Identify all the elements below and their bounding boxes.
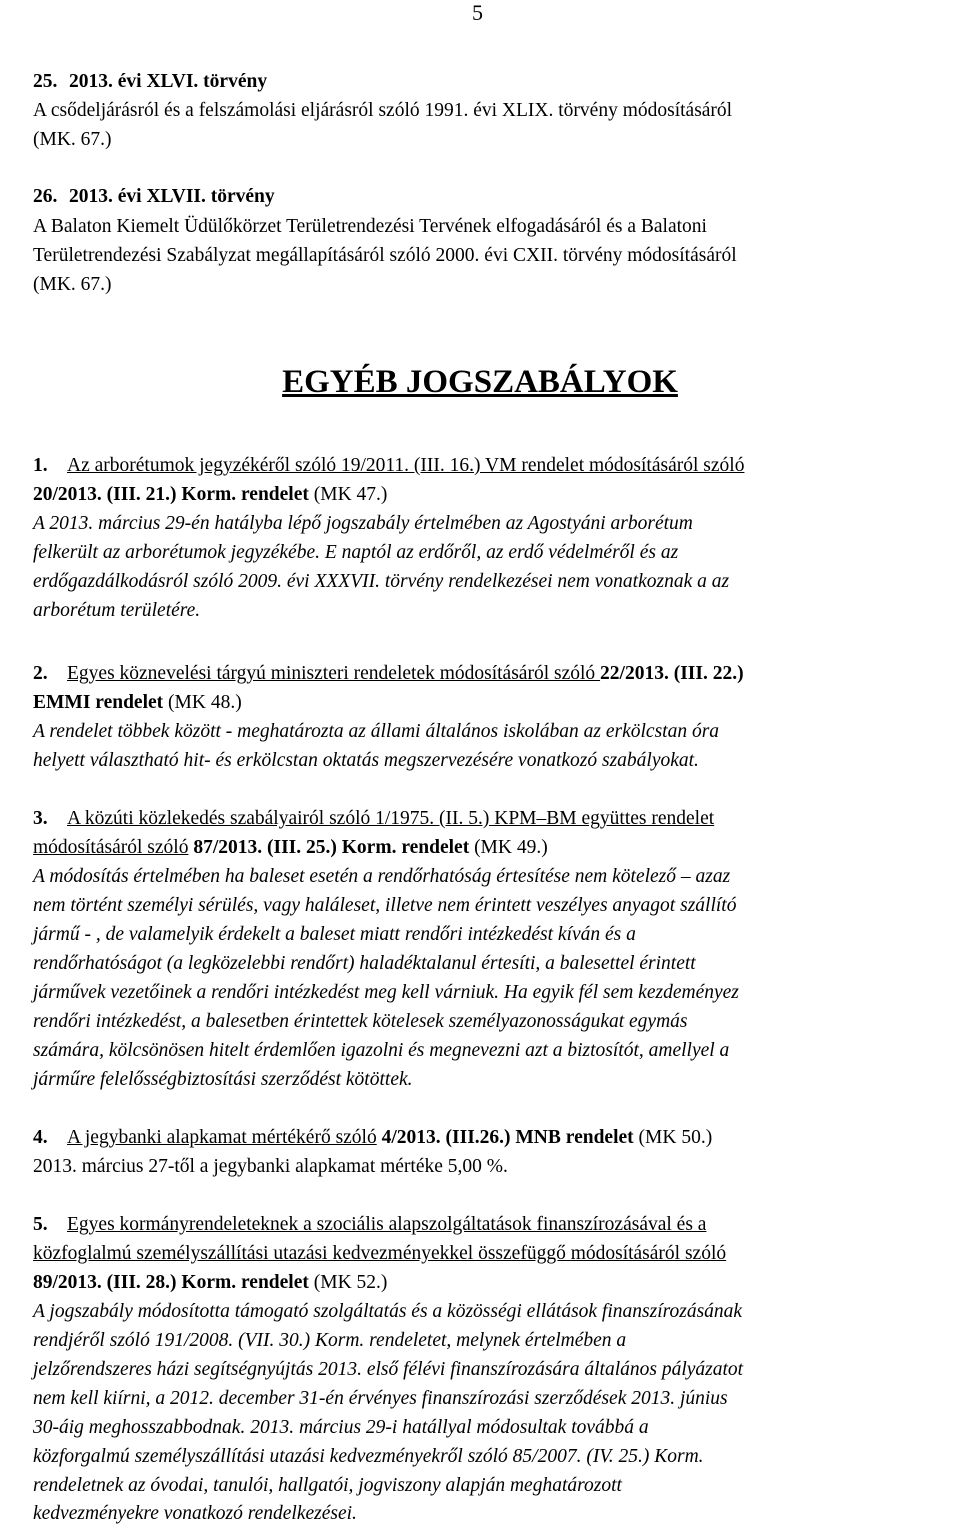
item-4-link[interactable]: A jegybanki alapkamat mértékérő szóló xyxy=(67,1127,377,1148)
item-1-body-3: erdőgazdálkodásról szóló 2009. évi XXXVII. törvény rendelkezései nem vonatkoznak a az xyxy=(33,571,730,592)
item-3-body-1: A módosítás értelmében ha baleset esetén a rendőrhatóság értesítése nem kötelező – azaz xyxy=(33,866,731,887)
item-3-body-8: járműre felelősségbiztosítási szerződést kötöttek. xyxy=(33,1069,413,1090)
section-heading: EGYÉB JOGSZABÁLYOK xyxy=(282,364,678,400)
item-5-body-4: nem kell kiírni, a 2012. december 31-én érvényes finanszírozási szerződések 2013. június xyxy=(33,1388,728,1409)
item-3-body-2: nem történt személyi sérülés, vagy haláleset, illetve nem érintett veszélyes anyagot szállító xyxy=(33,895,737,916)
page-number: 5 xyxy=(472,0,483,25)
item-3-link-2[interactable]: módosításáról szóló xyxy=(33,837,189,858)
law-26-title: 26. 2013. évi XLVII. törvény xyxy=(33,186,275,207)
item-3-body-5: járművek vezetőinek a rendőri intézkedést meg kell várniuk. Ha egyik fél sem kezdeményez xyxy=(33,982,739,1003)
item-4-body-1: 2013. március 27-től a jegybanki alapkamat mértéke 5,00 %. xyxy=(33,1156,508,1177)
item-1-body-4: arborétum területére. xyxy=(33,600,201,621)
item-1-body-2: felkerült az arborétumok jegyzékébe. E naptól az erdőről, az erdő védelméről és az xyxy=(33,542,679,563)
item-3-body-3: jármű - , de valamelyik érdekelt a baleset miatt rendőri intézkedést kíván és a xyxy=(33,924,636,945)
item-3-body-4: rendőrhatóságot (a legközelebbi rendőrt) haladéktalanul értesíti, a balesettel érintett xyxy=(33,953,696,974)
law-25-desc-2: (MK. 67.) xyxy=(33,129,112,150)
item-5-body-1: A jogszabály módosította támogató szolgáltatás és a közösségi ellátások finanszírozásának xyxy=(33,1301,743,1322)
item-4-title-1: 4. A jegybanki alapkamat mértékérő szóló 4/2013. (III.26.) MNB rendelet (MK 50.) xyxy=(33,1127,713,1148)
item-5-title-3: 89/2013. (III. 28.) Korm. rendelet (MK 52.) xyxy=(33,1272,388,1293)
law-26-desc-2: Területrendezési Szabályzat megállapításáról szóló 2000. évi CXII. törvény módosításáról xyxy=(33,245,737,266)
item-1-title-1: 1. Az arborétumok jegyzékéről szóló 19/2011. (III. 16.) VM rendelet módosításáról szóló xyxy=(33,455,745,476)
law-25-desc-1: A csődeljárásról és a felszámolási eljárásról szóló 1991. évi XLIX. törvény módosításáról xyxy=(33,100,733,121)
item-3-body-7: számára, kölcsönösen hitelt érdemlően igazolni és megnevezni azt a biztosítót, amellyel a xyxy=(33,1040,730,1061)
item-5-body-6: közforgalmú személyszállítási utazási kedvezményekről szóló 85/2007. (IV. 25.) Korm. xyxy=(33,1446,704,1467)
item-2-link[interactable]: Egyes köznevelési tárgyú miniszteri rendeletek módosításáról szóló xyxy=(67,663,601,684)
item-5-body-5: 30-áig meghosszabbodnak. 2013. március 29-i hatállyal módosultak továbbá a xyxy=(33,1417,649,1438)
item-3-title-1: 3. A közúti közlekedés szabályairól szóló 1/1975. (II. 5.) KPM–BM együttes rendelet xyxy=(33,808,715,829)
item-3-title-2: módosításáról szóló 87/2013. (III. 25.) Korm. rendelet (MK 49.) xyxy=(33,837,548,858)
law-26-desc-1: A Balaton Kiemelt Üdülőkörzet Területrendezési Tervének elfogadásáról és a Balatoni xyxy=(33,216,707,237)
item-5-body-7: rendeletnek az óvodai, tanulói, hallgatói, jogviszony alapján meghatározott xyxy=(33,1475,622,1496)
item-5-title-2[interactable]: közfoglalmú személyszállítási utazási kedvezményekkel összefüggő módosításáról szóló xyxy=(33,1243,727,1264)
item-5-body-8: kedvezményekre vonatkozó rendelkezései. xyxy=(33,1503,357,1524)
item-3-link[interactable]: A közúti közlekedés szabályairól szóló 1/1975. (II. 5.) KPM–BM együttes rendelet xyxy=(67,808,715,829)
item-2-body-1: A rendelet többek között - meghatározta az állami általános iskolában az erkölcstan óra xyxy=(33,721,720,742)
item-3-body-6: rendőri intézkedést, a balesetben érintettek kötelesek személyazonosságukat egymás xyxy=(33,1011,688,1032)
law-26-desc-3: (MK. 67.) xyxy=(33,274,112,295)
item-5-body-3: jelzőrendszeres házi segítségnyújtás 2013. első félévi finanszírozására általános pályázatot xyxy=(33,1359,744,1380)
law-25-title: 25. 2013. évi XLVI. törvény xyxy=(33,71,268,92)
item-1-link[interactable]: Az arborétumok jegyzékéről szóló 19/2011. (III. 16.) VM rendelet módosításáról szóló xyxy=(67,455,745,476)
item-1-title-2: 20/2013. (III. 21.) Korm. rendelet (MK 47.) xyxy=(33,484,388,505)
item-5-link[interactable]: Egyes kormányrendeleteknek a szociális alapszolgáltatások finanszírozásával és a xyxy=(67,1214,707,1235)
item-5-body-2: rendjéről szóló 191/2008. (VII. 30.) Korm. rendeletet, melynek értelmében a xyxy=(33,1330,627,1351)
item-2-title-1: 2. Egyes köznevelési tárgyú miniszteri rendeletek módosításáról szóló 22/2013. (III. 22.) xyxy=(33,663,744,684)
item-1-body-1: A 2013. március 29-én hatályba lépő jogszabály értelmében az Agostyáni arborétum xyxy=(33,513,693,534)
item-2-body-2: helyett választható hit- és erkölcstan oktatás megszervezésére vonatkozó szabályokat. xyxy=(33,750,699,771)
item-2-title-2: EMMI rendelet (MK 48.) xyxy=(33,692,242,713)
item-5-title-1: 5. Egyes kormányrendeleteknek a szociális alapszolgáltatások finanszírozásával és a xyxy=(33,1214,707,1235)
